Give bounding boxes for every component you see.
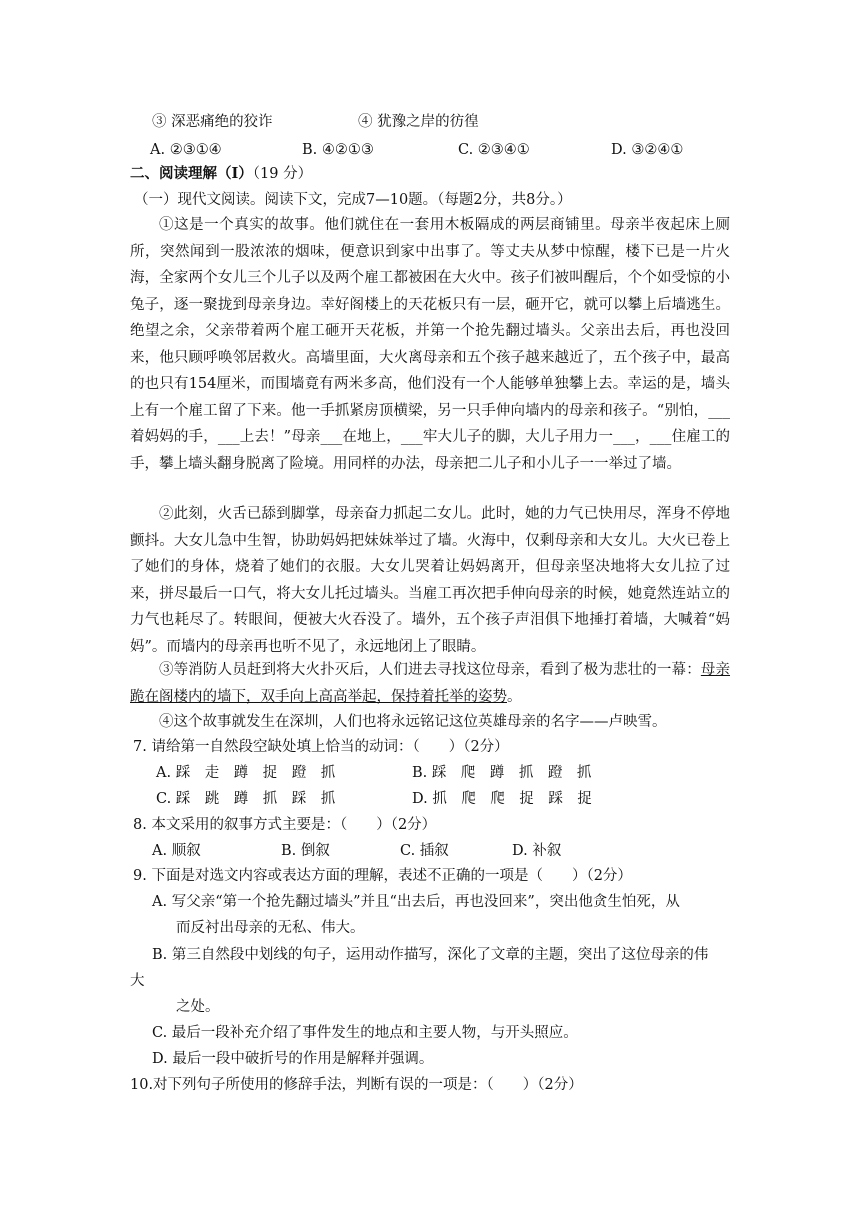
q7-option-b: B. 踩 爬 蹲 抓 蹬 抓	[412, 765, 592, 781]
q9-option-d: D. 最后一段中破折号的作用是解释并强调。	[152, 1051, 434, 1067]
q9-stem: 9. 下面是对选文内容或表达方面的理解，表述不正确的一项是（ ）（2分）	[133, 868, 632, 884]
passage-p4	[130, 709, 730, 736]
q8-option-c: C. 插叙	[400, 843, 449, 859]
q9-option-b-line2: 大	[130, 973, 145, 989]
passage-p3	[130, 657, 730, 710]
paragraph-3-text: ③等消防人员赶到将大火扑灭后，人们进去寻找这位母亲，看到了极为悲壮的一幕：	[159, 662, 701, 678]
underlined-sentence: 母亲跪在阁楼内的墙下，双手向上高高举起，保持着托举的姿势	[130, 662, 731, 705]
section-heading	[130, 164, 312, 184]
choice-a: A. ②③①④	[150, 142, 222, 158]
q9-option-a-line1: A. 写父亲“第一个抢先翻过墙头”并且“出去后，再也没回来”，突出他贪生怕死，从	[152, 894, 680, 910]
paragraph-2: ②此刻，火舌已舔到脚掌，母亲奋力抓起二女儿。此时，她的力气已快用尽，浑身不停地颤抖。大女儿急中生智，协助妈妈把妹妹举过了墙。火海中，仅剩母亲和大女儿。大火已卷上了她们的身体，烧着了她们的衣服。大女儿哭着让妈妈离开，但母亲坚决地将大女儿拉了过来，拼尽最后一口气，将大女儿托过墙头。当雇工再次把手伸向母亲的时候，她竟然连站立的力气也耗尽了。转眼间，便被大火吞没了。墙外，五个孩子声泪俱下地捶打着墙，大喊着“妈妈”。而墙内的母亲再也听不见了，永远地闭上了眼睛。	[130, 506, 730, 655]
q7-stem: 7. 请给第一自然段空缺处填上恰当的动词：（ ）（2分）	[133, 739, 509, 755]
item-4: ④ 犹豫之岸的彷徨	[358, 114, 479, 130]
q8-option-a: A. 顺叙	[152, 843, 201, 859]
choice-row	[150, 140, 683, 160]
q9-option-c: C. 最后一段补充介绍了事件发生的地点和主要人物，与开头照应。	[152, 1025, 578, 1041]
choice-d: D. ③②④①	[611, 142, 684, 158]
passage-p2	[130, 501, 730, 660]
q7-option-d: D. 抓 爬 爬 捉 踩 捉	[412, 791, 592, 807]
paragraph-4: ④这个故事就发生在深圳，人们也将永远铭记这位英雄母亲的名字——卢映雪。	[159, 714, 667, 730]
q8-stem: 8. 本文采用的叙事方式主要是：（ ）（2分）	[133, 817, 437, 833]
section-title: 二、阅读理解（Ⅰ）	[130, 165, 253, 182]
section-score: （19 分）	[252, 166, 313, 182]
q8-option-b: B. 倒叙	[281, 843, 330, 859]
paragraph-1: ①这是一个真实的故事。他们就住在一套用木板隔成的两层商铺里。母亲半夜起床上厕所，突然闻到一股浓浓的烟味，便意识到家中出事了。等丈夫从梦中惊醒，楼下已是一片火海，全家两个女儿三个儿子以及两个雇工都被困在大火中。孩子们被叫醒后，个个如受惊的小兔子，逐一聚拢到母亲身边。幸好阁楼上的天花板只有一层，砸开它，就可以攀上后墙逃生。绝望之余，父亲带着两个雇工砸开天花板，并第一个抢先翻过墙头。父亲出去后，再也没回来，他只顾呼唤邻居救火。高墙里面，大火离母亲和五个孩子越来越近了，五个孩子中，最高的也只有154厘米，而围墙竟有两米多高，他们没有一个人能够单独攀上去。幸运的是，墙头上有一个雇工留了下来。他一手抓紧房顶横梁，另一只手伸向墙内的母亲和孩子。“别怕，___着妈妈的手，___上去！”母亲___在地上，___牢大儿子的脚，大儿子用力一___，___住雇工的手，攀上墙头翻身脱离了险境。用同样的办法，母亲把二儿子和小儿子一一举过了墙。	[130, 217, 730, 472]
section-sub: （一）现代文阅读。阅读下文，完成7—10题。（每题2分，共8分。）	[134, 192, 572, 208]
q7-option-c: C. 踩 跳 蹲 抓 踩 抓	[156, 791, 336, 807]
q9-option-b-line3: 之处。	[176, 999, 220, 1015]
q9-option-a-line2: 而反衬出母亲的无私、伟大。	[176, 920, 365, 936]
q8-option-d: D. 补叙	[512, 843, 562, 859]
choice-c: C. ②③④①	[458, 142, 530, 158]
paragraph-3-end: 。	[507, 688, 522, 705]
q10-stem: 10.对下列句子所使用的修辞手法，判断有误的一项是：（ ）（2分）	[130, 1077, 583, 1093]
paragraph-3	[130, 657, 730, 710]
q7-option-a: A. 踩 走 蹲 捉 蹬 抓	[156, 765, 336, 781]
item-3: ③ 深恶痛绝的狡诈	[152, 114, 273, 130]
choice-b: B. ④②①③	[302, 142, 374, 158]
passage-p1	[130, 212, 730, 477]
q8-options	[152, 841, 561, 861]
q9-option-b-line1: B. 第三自然段中划线的句子，运用动作描写，深化了文章的主题，突出了这位母亲的伟	[152, 947, 709, 963]
